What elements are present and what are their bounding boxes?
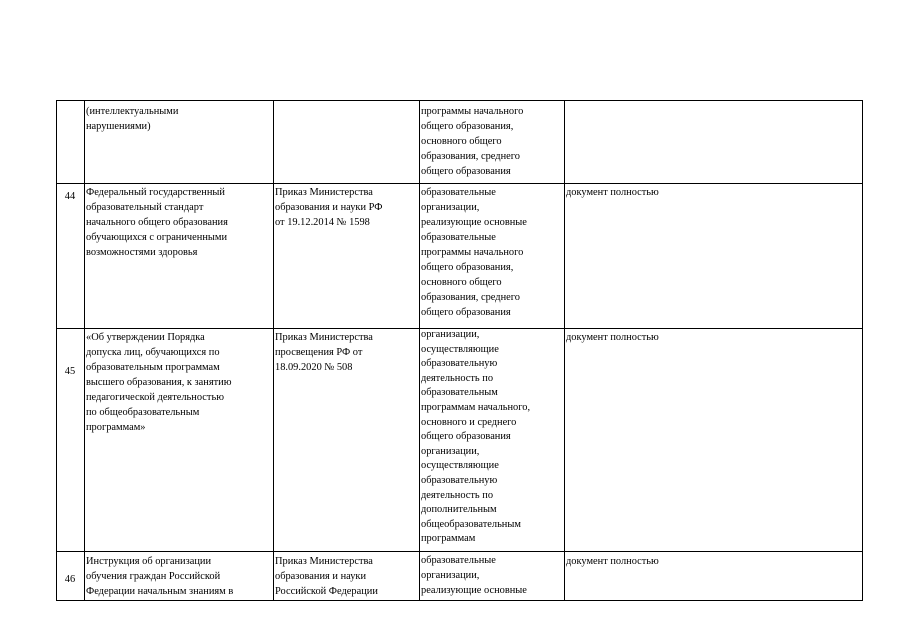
table-left-border xyxy=(56,100,57,600)
row-45-scope-line: образовательную xyxy=(421,474,498,486)
row-0-scope-line: общего образования xyxy=(421,166,511,177)
row-46-name-line: Инструкция об организации xyxy=(86,556,212,567)
row-44-scope-line: образовательные xyxy=(421,232,496,243)
row-44-name-line: Федеральный государственный xyxy=(86,187,225,198)
table-bottom-border xyxy=(56,600,863,601)
row-45-scope-line: осуществляющие xyxy=(421,460,499,472)
row-44-name xyxy=(86,185,228,260)
row-0-name-line: нарушениями) xyxy=(86,121,151,132)
row-45-scope xyxy=(421,328,530,547)
row-44-scope-line: общего образования xyxy=(421,307,511,318)
row-0-name-line: (интеллектуальными xyxy=(86,106,179,117)
row-46-name-line: Федерации начальным знаниям в xyxy=(86,586,234,597)
row-45-doc-line: просвещения РФ от xyxy=(275,347,363,358)
row-44-extent xyxy=(566,185,659,200)
column-divider-scope xyxy=(564,100,565,600)
row-44-name-line: начального общего образования xyxy=(86,217,228,228)
row-44-doc xyxy=(275,185,382,230)
row-45-scope-line: программам xyxy=(421,533,476,545)
row-44-scope-line: образовательные xyxy=(421,187,496,198)
row-46-doc-line: Приказ Министерства xyxy=(275,556,373,567)
row-45-extent xyxy=(566,330,659,345)
row-46-name-line: обучения граждан Российской xyxy=(86,571,221,582)
row-46-number: 46 xyxy=(64,574,76,585)
row-44-extent-line: документ полностью xyxy=(566,187,659,198)
row-44-scope-line: программы начального xyxy=(421,247,524,258)
row-46-scope-line: образовательные xyxy=(421,555,496,566)
row-45-scope-line: деятельность по xyxy=(421,372,494,384)
row-44-number: 44 xyxy=(64,191,76,202)
table-top-border xyxy=(56,100,863,101)
row-45-scope-line: образовательным xyxy=(421,387,498,399)
row-44-scope-line: организации, xyxy=(421,202,480,213)
column-divider-name xyxy=(273,100,274,600)
row-44-name-line: образовательный стандарт xyxy=(86,202,204,213)
row-45-name-line: по общеобразовательным xyxy=(86,407,200,418)
row-44-scope-line: основного общего xyxy=(421,277,502,288)
row-0-scope xyxy=(421,104,523,179)
row-44-name-line: обучающихся с ограниченными xyxy=(86,232,227,243)
row-45-name-line: программам» xyxy=(86,422,146,433)
row-45-scope-line: деятельность по xyxy=(421,489,494,501)
table-right-border xyxy=(862,100,863,600)
row-46-name xyxy=(86,554,233,599)
row-46-extent xyxy=(566,554,659,569)
row-divider-46 xyxy=(56,551,863,552)
row-44-scope xyxy=(421,185,527,320)
row-divider-44 xyxy=(56,183,863,184)
row-44-doc-line: образования и науки РФ xyxy=(275,202,383,213)
row-46-doc-line: Российской Федерации xyxy=(275,586,378,597)
row-44-doc-line: Приказ Министерства xyxy=(275,187,373,198)
row-45-doc-line: 18.09.2020 № 508 xyxy=(275,362,353,373)
row-0-scope-line: образования, среднего xyxy=(421,151,520,162)
row-45-name-line: допуска лиц, обучающихся по xyxy=(86,347,220,358)
row-46-scope-line: организации, xyxy=(421,570,480,581)
row-45-scope-line: организации, xyxy=(421,445,480,457)
row-46-scope xyxy=(421,553,527,598)
row-0-scope-line: общего образования, xyxy=(421,121,514,132)
row-45-number: 45 xyxy=(64,366,76,377)
row-45-doc-line: Приказ Министерства xyxy=(275,332,373,343)
row-44-scope-line: образования, среднего xyxy=(421,292,520,303)
column-divider-number xyxy=(84,100,85,600)
row-45-scope-line: образовательную xyxy=(421,358,498,370)
row-0-scope-line: основного общего xyxy=(421,136,502,147)
row-45-scope-line: основного и среднего xyxy=(421,416,517,428)
row-45-scope-line: дополнительным xyxy=(421,504,497,516)
row-45-scope-line: организации, xyxy=(421,329,480,340)
row-44-name-line: возможностями здоровья xyxy=(86,247,198,258)
row-45-doc xyxy=(275,330,373,375)
row-45-name-line: педагогической деятельностью xyxy=(86,392,224,403)
row-46-extent-line: документ полностью xyxy=(566,556,659,567)
row-45-scope-line: программам начального, xyxy=(421,401,531,413)
row-44-scope-line: общего образования, xyxy=(421,262,514,273)
row-45-scope-line: общеобразовательным xyxy=(421,518,521,530)
row-44-doc-line: от 19.12.2014 № 1598 xyxy=(275,217,370,228)
row-45-extent-line: документ полностью xyxy=(566,332,659,343)
row-44-scope-line: реализующие основные xyxy=(421,217,527,228)
row-45-scope-line: осуществляющие xyxy=(421,343,499,355)
row-46-doc xyxy=(275,554,378,599)
column-divider-doc xyxy=(419,100,420,600)
row-45-name xyxy=(86,330,231,435)
row-46-doc-line: образования и науки xyxy=(275,571,367,582)
row-0-scope-line: программы начального xyxy=(421,106,524,117)
row-45-name-line: высшего образования, к занятию xyxy=(86,377,232,388)
row-45-name-line: «Об утверждении Порядка xyxy=(86,332,205,343)
row-0-name xyxy=(86,104,178,134)
row-45-name-line: образовательным программам xyxy=(86,362,220,373)
row-46-scope-line: реализующие основные xyxy=(421,585,527,596)
row-45-scope-line: общего образования xyxy=(421,431,511,443)
